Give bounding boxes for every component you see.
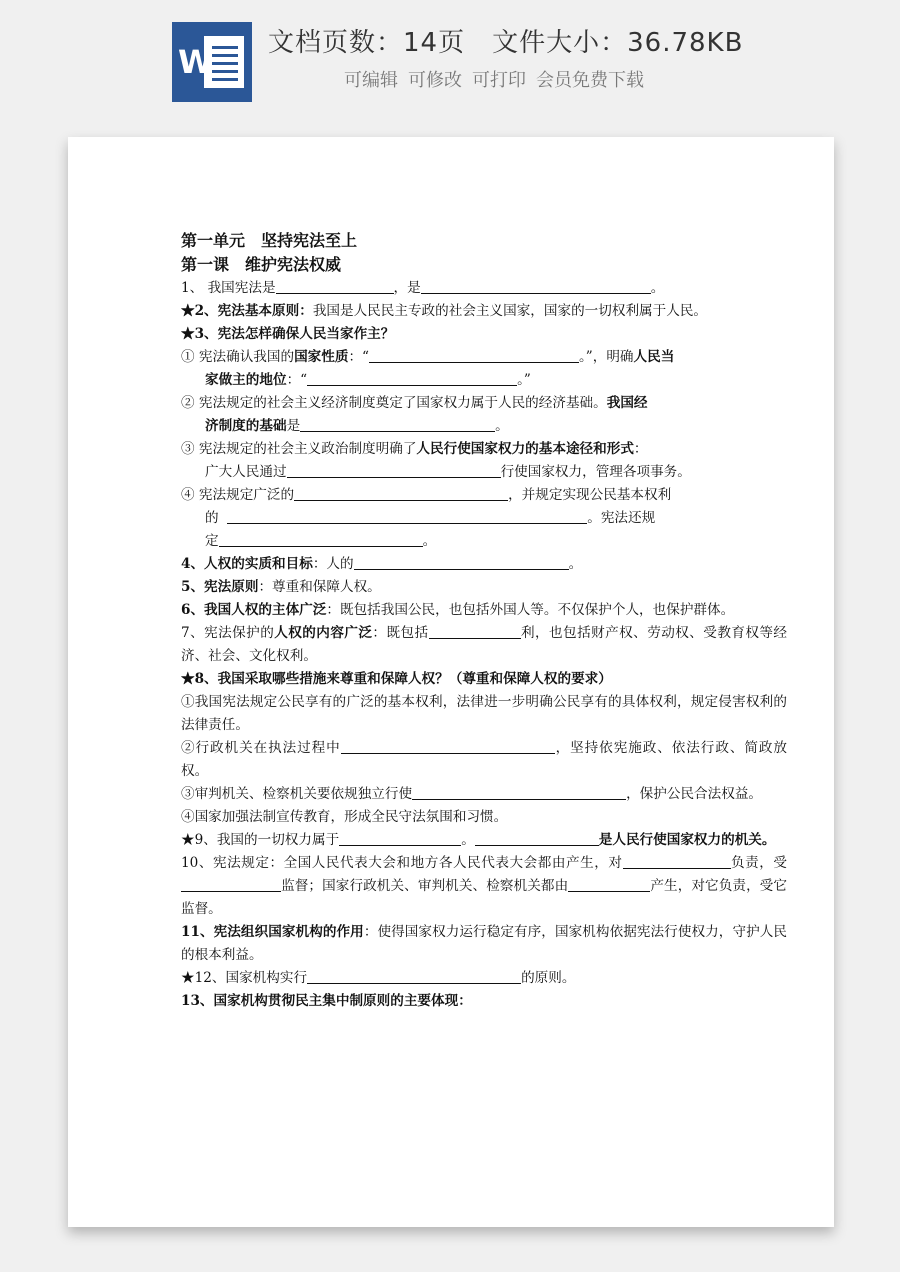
- question-2: ★2、宪法基本原则：我国是人民民主专政的社会主义国家，国家的一切权利属于人民。: [181, 303, 708, 319]
- blank: [341, 738, 555, 754]
- question-4: 4、人权的实质和目标：人的 。: [181, 556, 583, 572]
- blank: [276, 278, 394, 294]
- question-13: 13、国家机构贯彻民主集中制原则的主要体现：: [181, 993, 472, 1009]
- feature-editable: 可编辑: [344, 70, 398, 91]
- question-3-item-3: ③ 宪法规定的社会主义政治制度明确了人民行使国家权力的基本途径和形式： 广大人民通过 行使国家权力，管理各项事务。: [181, 441, 691, 480]
- blank: [339, 830, 461, 846]
- blank: [307, 370, 517, 386]
- question-8-item-1: ①我国宪法规定公民享有的广泛的基本权利，法律进一步明确公民享有的具体权利，规定侵害权利的法律责任。: [181, 694, 787, 733]
- question-8-item-2: ②行政机关在执法过程中 ，坚持依宪施政、依法行政、简政放权。: [181, 740, 787, 779]
- question-5: 5、宪法原则：尊重和保障人权。: [181, 579, 381, 595]
- question-8-item-4: ④国家加强法制宣传教育，形成全民守法氛围和习惯。: [181, 809, 508, 825]
- blank: [369, 347, 579, 363]
- blank: [421, 278, 651, 294]
- question-8-item-3: ③审判机关、检察机关要依规独立行使 ，保护公民合法权益。: [181, 786, 763, 802]
- question-8: ★8、我国采取哪些措施来尊重和保障人权？（尊重和保障人权的要求）: [181, 671, 612, 687]
- blank: [294, 485, 508, 501]
- question-6: 6、我国人权的主体广泛：既包括我国公民，也包括外国人等。不仅保护个人，也保护群体。: [181, 602, 735, 618]
- file-size: 文件大小：36.78KB: [492, 28, 744, 58]
- document-page: [68, 137, 834, 1227]
- question-9: ★9、我国的一切权力属于 。 是人民行使国家权力的机关。: [181, 832, 776, 848]
- blank: [354, 554, 569, 570]
- download-banner: [0, 0, 900, 120]
- feature-list: [344, 66, 654, 92]
- lesson-title: 第一课 维护宪法权威: [181, 255, 342, 274]
- blank: [429, 623, 521, 639]
- question-10: 10、宪法规定：全国人民代表大会和地方各人民代表大会都由产生，对 负责，受监督；国家行政机关、审判机关、检察机关都由 产生，对它负责，受它监督。: [181, 855, 788, 917]
- blank: [181, 876, 281, 892]
- document-info: [268, 22, 743, 59]
- blank: [307, 968, 521, 984]
- blank: [623, 853, 731, 869]
- feature-member-download: 会员免费下载: [536, 70, 644, 91]
- question-11: 11、宪法组织国家机构的作用：使得国家权力运行稳定有序，国家机构依据宪法行使权力，守护人民的根本利益。: [181, 924, 787, 963]
- document-content: [181, 229, 787, 1013]
- unit-title: 第一单元 坚持宪法至上: [181, 231, 358, 250]
- word-letter-icon: W: [178, 43, 214, 81]
- blank: [227, 508, 587, 524]
- blank: [300, 416, 495, 432]
- blank: [287, 462, 501, 478]
- question-3: ★3、宪法怎样确保人民当家作主？: [181, 326, 395, 342]
- question-3-item-4: ④ 宪法规定广泛的 ，并规定实现公民基本权利 的 。宪法还规 定 。: [181, 487, 672, 549]
- question-1: 1、 我国宪法是 ，是 。: [181, 280, 665, 296]
- blank: [412, 784, 626, 800]
- blank: [568, 876, 650, 892]
- blank: [219, 531, 423, 547]
- page-count: 文档页数：14页: [268, 28, 466, 58]
- question-12: ★12、国家机构实行 的原则。: [181, 970, 576, 986]
- question-7: 7、宪法保护的人权的内容广泛：既包括 利，也包括财产权、劳动权、受教育权等经济、社会、文化权利。: [181, 625, 788, 664]
- feature-modifiable: 可修改: [408, 70, 462, 91]
- question-3-item-2: ② 宪法规定的社会主义经济制度奠定了国家权力属于人民的经济基础。我国经 济制度的基础是 。: [181, 395, 648, 434]
- word-document-icon: [172, 22, 252, 102]
- blank: [475, 830, 599, 846]
- question-3-item-1: ① 宪法确认我国的国家性质：“ 。”，明确人民当 家做主的地位：“ 。”: [181, 349, 675, 388]
- feature-printable: 可打印: [472, 70, 526, 91]
